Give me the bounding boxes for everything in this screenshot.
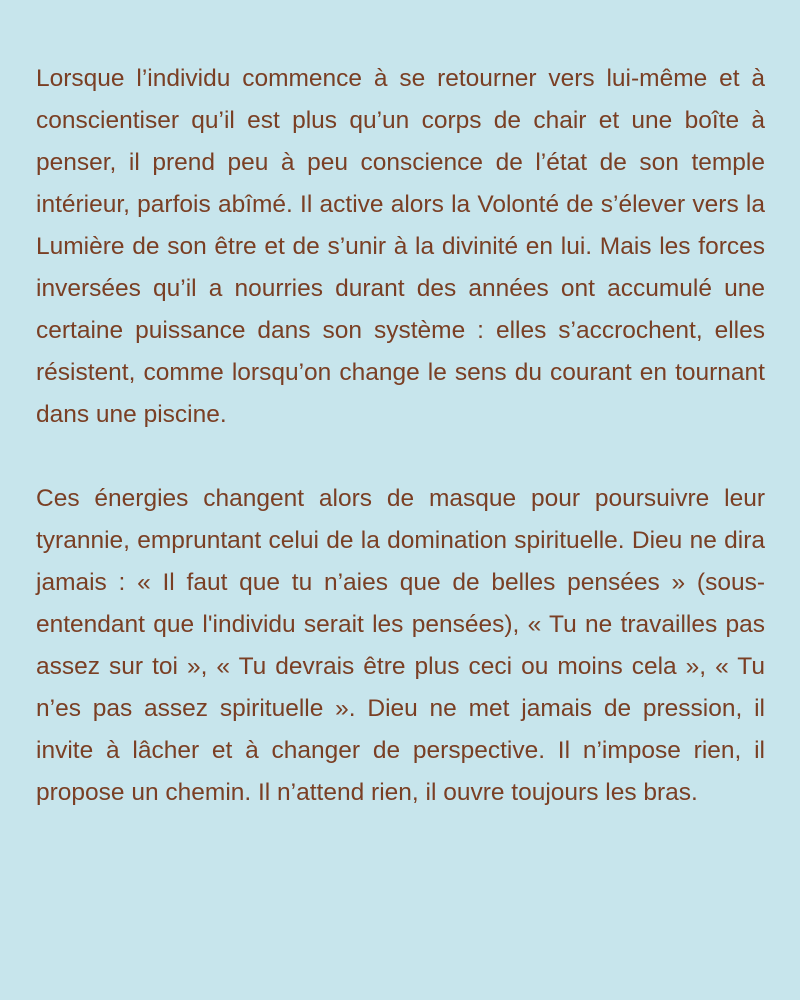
- paragraph-inner-temple: Lorsque l’individu commence à se retourner vers lui-même et à conscientiser qu’il est plus qu’un corps de chair et une boîte à penser, il prend peu à peu conscience de l’état de son temple intérieur, parfois abîmé. Il active alors la Volonté de s’élever vers la Lumière de son être et de s’unir à la divinité en lui. Mais les forces inversées qu’il a nourries durant des années ont accumulé une certaine puissance dans son système : elles s’accrochent, elles résistent, comme lorsqu’on change le sens du courant en tournant dans une piscine.: [36, 65, 765, 428]
- text-page: [36, 58, 765, 814]
- paragraph-spiritual-domination: Ces énergies changent alors de masque pour poursuivre leur tyrannie, empruntant celui de la domination spirituelle. Dieu ne dira jamais : « Il faut que tu n’aies que de belles pensées » (sous-entendant que l'individu serait les pensées), « Tu ne travailles pas assez sur toi », « Tu devrais être plus ceci ou moins cela », « Tu n’es pas assez spirituelle ». Dieu ne met jamais de pression, il invite à lâcher et à changer de perspective. Il n’impose rien, il propose un chemin. Il n’attend rien, il ouvre toujours les bras.: [36, 485, 765, 806]
